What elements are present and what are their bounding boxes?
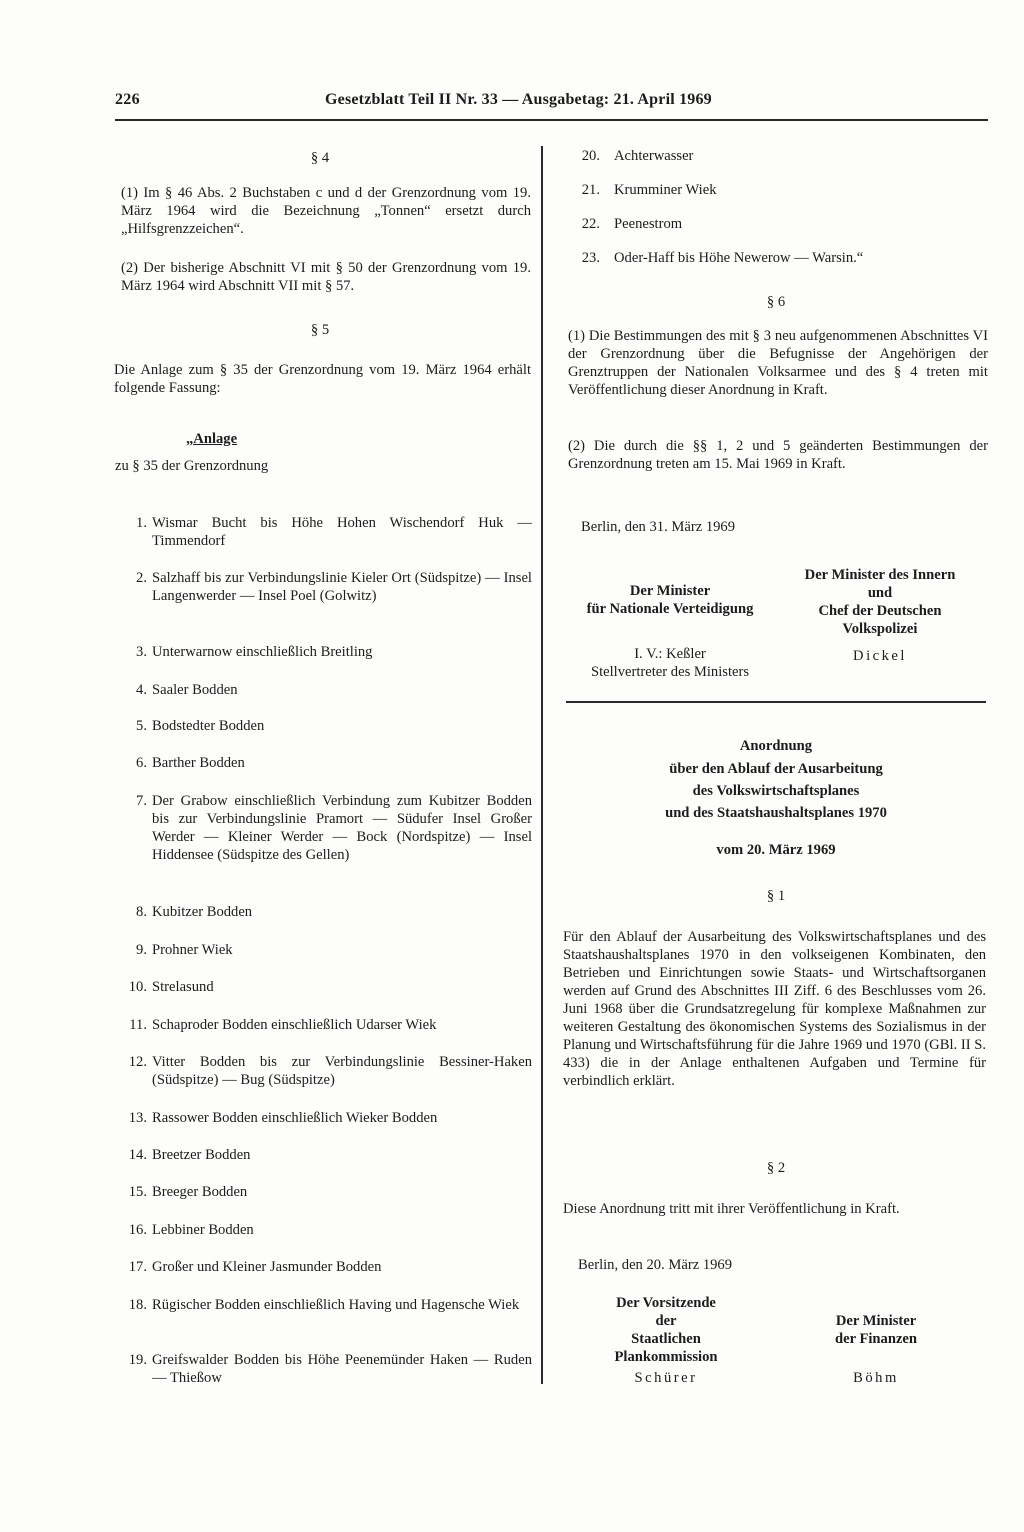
list-item: Greifswalder Bodden bis Höhe Peenemünder Haken — Ruden — Thießow	[152, 1352, 532, 1386]
list-item-number: 13.	[128, 1110, 147, 1126]
list-item-number: 7.	[136, 793, 147, 809]
column-divider	[541, 146, 543, 1384]
list-item-number: 14.	[128, 1147, 147, 1163]
list-item-number: 10.	[128, 979, 147, 995]
section-6-heading: § 6	[766, 294, 786, 310]
list-item-number: 16.	[128, 1222, 147, 1238]
list-item: Rassower Bodden einschließlich Wieker Bodden	[152, 1110, 438, 1126]
ordinance-title: Anordnung	[739, 738, 813, 754]
list-item: Oder-Haff bis Höhe Newerow — Warsin.“	[614, 250, 864, 266]
list-item: Lebbiner Bodden	[152, 1222, 254, 1238]
signatory-title: und	[867, 585, 893, 601]
signatory-name: Schürer	[634, 1370, 698, 1386]
list-item: Prohner Wiek	[152, 942, 233, 958]
list-item-number: 4.	[136, 682, 147, 698]
list-item: Wismar Bucht bis Höhe Hohen Wischendorf Huk — Timmendorf	[152, 515, 532, 549]
list-item: Krumminer Wiek	[614, 182, 717, 198]
list-item: Der Grabow einschließlich Verbindung zum Kubitzer Bodden bis zur Verbindungslinie Pramort — Südufer Insel Großer Werder — Kleiner Werder — Bock (Nordspitze) — Insel Hiddensee (Südspitze des Gellen)	[152, 793, 532, 863]
list-item: Schaproder Bodden einschließlich Udarser Wiek	[152, 1017, 437, 1033]
list-item-number: 18.	[128, 1297, 147, 1313]
list-item: Unterwarnow einschließlich Breitling	[152, 644, 373, 660]
section-6-paragraph-1: (1) Die Bestimmungen des mit § 3 neu aufgenommenen Abschnittes VI der Grenzordnung über die Befugnisse der Angehörigen der Grenztruppen der Nationalen Volksarmee und des § 4 treten mit Veröffentlichung dieser Anordnung in Kraft.	[568, 328, 988, 398]
list-item-number: 9.	[136, 942, 147, 958]
signatory-title: der	[655, 1313, 677, 1329]
list-item: Breeger Bodden	[152, 1184, 248, 1200]
list-item: Kubitzer Bodden	[152, 904, 253, 920]
signatory-title: Der Minister	[835, 1313, 917, 1329]
list-item: Salzhaff bis zur Verbindungslinie Kieler Ort (Südspitze) — Insel Langenwerder — Insel Poel (Golwitz)	[152, 570, 532, 604]
section-6-paragraph-2: (2) Die durch die §§ 1, 2 und 5 geänderten Bestimmungen der Grenzordnung treten am 15. Mai 1969 in Kraft.	[568, 438, 988, 472]
section-4-heading: § 4	[310, 150, 330, 166]
signatory-role: Stellvertreter des Ministers	[590, 664, 750, 680]
ordinance-title: des Volkswirtschaftsplanes	[692, 783, 860, 799]
signatory-name: Böhm	[853, 1370, 899, 1386]
list-item-number: 17.	[128, 1259, 147, 1275]
list-item-number: 11.	[129, 1017, 147, 1033]
list-item-number: 23.	[581, 250, 600, 266]
place-date: Berlin, den 20. März 1969	[578, 1257, 733, 1273]
signatory-title: Plankommission	[614, 1349, 718, 1365]
section-divider	[566, 701, 986, 703]
signatory-title: Der Vorsitzende	[616, 1295, 716, 1311]
list-item: Strelasund	[152, 979, 214, 995]
list-item: Bodstedter Bodden	[152, 718, 265, 734]
anlage-title: „Anlage	[186, 431, 238, 447]
ordinance-title: und des Staatshaushaltsplanes 1970	[665, 805, 887, 821]
section-5-heading: § 5	[310, 322, 330, 338]
list-item: Breetzer Bodden	[152, 1147, 251, 1163]
signatory-title: der Finanzen	[834, 1331, 918, 1347]
section-1-heading: § 1	[766, 888, 786, 904]
section-4-paragraph-2: (2) Der bisherige Abschnitt VI mit § 50 der Grenzordnung vom 19. März 1964 wird Abschnitt VII mit § 57.	[121, 260, 531, 294]
list-item: Großer und Kleiner Jasmunder Bodden	[152, 1259, 382, 1275]
running-header: Gesetzblatt Teil II Nr. 33 — Ausgabetag: 21. April 1969	[325, 91, 712, 108]
section-5-paragraph: Die Anlage zum § 35 der Grenzordnung vom 19. März 1964 erhält folgende Fassung:	[114, 362, 531, 396]
list-item-number: 15.	[128, 1184, 147, 1200]
list-item: Rügischer Bodden einschließlich Having und Hagensche Wiek	[152, 1297, 520, 1313]
ordinance-date: vom 20. März 1969	[716, 842, 836, 858]
list-item-number: 8.	[136, 904, 147, 920]
signatory-title: Chef der Deutschen	[818, 603, 942, 619]
signatory-title: Der Minister des Innern	[804, 567, 956, 583]
list-item-number: 6.	[136, 755, 147, 771]
list-item-number: 5.	[136, 718, 147, 734]
place-date: Berlin, den 31. März 1969	[581, 519, 736, 535]
signatory-name: Dickel	[853, 648, 907, 664]
signatory-title: für Nationale Verteidigung	[586, 601, 754, 617]
list-item: Peenestrom	[614, 216, 683, 232]
ordinance-title: über den Ablauf der Ausarbeitung	[669, 761, 883, 777]
signatory-name: I. V.: Keßler	[634, 646, 706, 662]
list-item-number: 3.	[136, 644, 147, 660]
list-item-number: 2.	[136, 570, 147, 586]
signatory-title: Volkspolizei	[842, 621, 918, 637]
list-item-number: 19.	[128, 1352, 147, 1368]
list-item-number: 1.	[136, 515, 147, 531]
list-item: Vitter Bodden bis zur Verbindungslinie Bessiner-Haken (Südspitze) — Bug (Südspitze)	[152, 1054, 532, 1088]
list-item: Barther Bodden	[152, 755, 245, 771]
list-item-number: 21.	[581, 182, 600, 198]
page-number: 226	[115, 91, 140, 108]
header-rule	[115, 119, 988, 121]
section-1-paragraph: Für den Ablauf der Ausarbeitung des Volkswirtschaftsplanes und des Staatshaushaltsplanes 1970 in den volkseigenen Kombinaten, den Betrieben und Einrichtungen sowie Staats- und Wirtschaftsorganen werden auf Grund des Abschnittes III Ziff. 6 des Beschlusses vom 26. Juni 1968 über die Grundsatzregelung für komplexe Maßnahmen zur weiteren Gestaltung des ökonomischen Systems des Sozialismus in der Planung und Wirtschaftsführung für die Jahre 1969 und 1970 (GBl. II S. 433) die in der Anlage enthaltenen Aufgaben und Termine für verbindlich erklärt.	[563, 929, 986, 1089]
list-item: Achterwasser	[614, 148, 694, 164]
anlage-subtitle: zu § 35 der Grenzordnung	[115, 458, 269, 474]
list-item-number: 22.	[581, 216, 600, 232]
list-item: Saaler Bodden	[152, 682, 238, 698]
section-4-paragraph-1: (1) Im § 46 Abs. 2 Buchstaben c und d der Grenzordnung vom 19. März 1964 wird die Bezeichnung „Tonnen“ ersetzt durch „Hilfsgrenzzeichen“.	[121, 185, 531, 237]
list-item-number: 12.	[128, 1054, 147, 1070]
signatory-title: Der Minister	[629, 583, 711, 599]
list-item-number: 20.	[581, 148, 600, 164]
section-2-paragraph: Diese Anordnung tritt mit ihrer Veröffentlichung in Kraft.	[563, 1201, 900, 1217]
signatory-title: Staatlichen	[631, 1331, 701, 1347]
section-2-heading: § 2	[766, 1160, 786, 1176]
